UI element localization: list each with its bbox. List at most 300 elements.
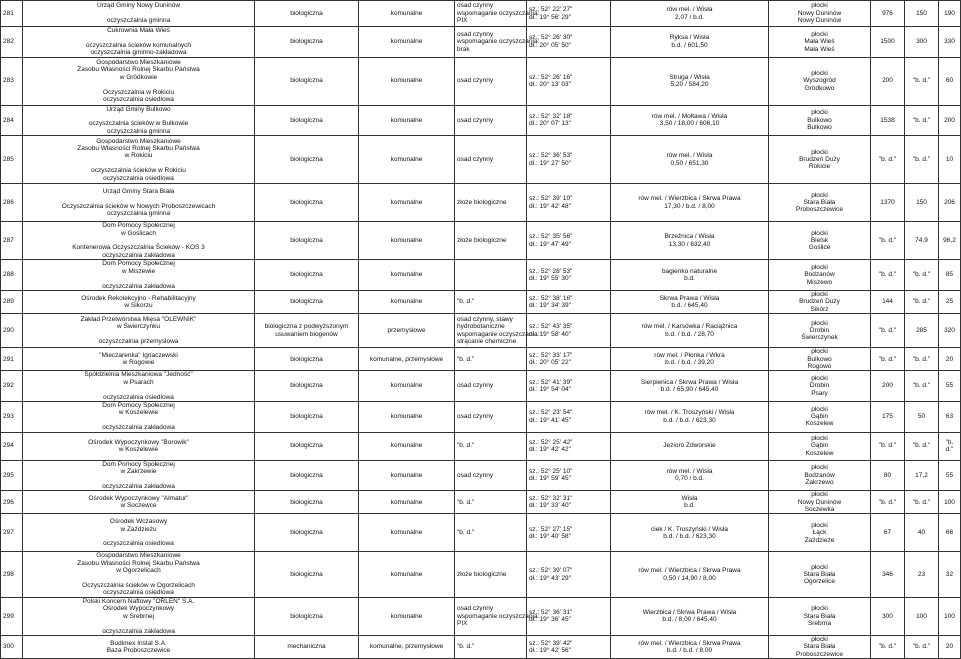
facility-name-line: "Mieczarenka" Ignaczewski xyxy=(99,351,178,359)
facility-name xyxy=(23,57,255,105)
facility-name-line: Oczyszczalnia w Rokiciu xyxy=(102,88,175,96)
coordinates xyxy=(527,635,611,658)
receiver xyxy=(611,105,769,136)
facility-name-line: w Miszewie xyxy=(121,267,156,275)
location xyxy=(769,514,871,552)
treatment-type: biologiczna xyxy=(255,57,359,105)
facility-name-line: oczyszczalnia osiedlowa xyxy=(103,540,174,548)
row-number: 299 xyxy=(1,597,23,635)
receiver-line: b.d. / b.d. / 39,20 xyxy=(665,359,714,367)
facility-name-line xyxy=(25,575,252,582)
coordinates-line: dł.: 19° 36' 45" xyxy=(529,616,571,624)
sludge-method-line: osad czynny xyxy=(457,605,494,613)
table-body xyxy=(1,1,961,659)
location xyxy=(769,57,871,105)
sludge-method-line: "b. d." xyxy=(457,643,475,651)
value-b: 55 xyxy=(939,460,961,491)
facility-name-line: oczyszczalnia ścieków komunalnych xyxy=(85,41,192,49)
location xyxy=(769,290,871,313)
location-line: płocki xyxy=(811,2,828,10)
sewage-type: komunalne xyxy=(359,432,455,460)
row-number: 281 xyxy=(1,1,23,27)
coordinates-line: dł.: 20° 05' 22" xyxy=(529,359,571,367)
location-line: Bodzanów xyxy=(804,471,835,479)
value-b: 66 xyxy=(939,514,961,552)
facility-name xyxy=(23,552,255,597)
value-b: 25 xyxy=(939,290,961,313)
facility-name xyxy=(23,432,255,460)
capacity-q: 200 xyxy=(871,57,905,105)
sewage-type: komunalne xyxy=(359,371,455,402)
receiver-line: rów mel. / Wierzbica / Skrwa Prawa xyxy=(638,567,741,575)
sludge-method xyxy=(455,314,540,348)
location-line: płocki xyxy=(811,405,828,413)
location-line: Bodzanów xyxy=(804,271,835,279)
sludge-method-line: osad czynny xyxy=(457,30,494,38)
treatment-type: biologiczna xyxy=(255,597,359,635)
coordinates-line: sz.: 52° 36' 53" xyxy=(529,152,573,160)
table-row xyxy=(1,371,961,402)
location xyxy=(769,371,871,402)
value-b: 190 xyxy=(939,1,961,27)
sludge-method xyxy=(455,290,527,313)
sludge-method xyxy=(455,136,527,184)
table-row xyxy=(1,57,961,105)
receiver-line: Sierpienica / Skrwa Prawa / Wisła xyxy=(640,378,739,386)
receiver-line: rów mel. / Wierzbica / Skrwa Prawa xyxy=(638,639,741,647)
facility-name-line: oczyszczalnia gminna xyxy=(106,127,171,135)
sewage-type: komunalne xyxy=(359,552,455,597)
receiver xyxy=(611,1,769,27)
facility-name-line: Urząd Gminy Nowy Duninów xyxy=(96,2,181,10)
facility-name-line: Dom Pomocy Społecznej xyxy=(102,222,175,230)
receiver-line: b.d. / b.d. / 28,70 xyxy=(665,330,714,338)
facility-name-line xyxy=(25,10,252,17)
capacity-q: 175 xyxy=(871,401,905,432)
location-line: Stara Biała xyxy=(803,199,836,207)
value-b: 320 xyxy=(939,314,961,348)
location xyxy=(769,184,871,222)
coordinates-line: sz.: 52° 36' 31" xyxy=(529,608,573,616)
value-a: "b. d." xyxy=(905,57,939,105)
location-line: Mała Wieś xyxy=(804,45,835,53)
sludge-method xyxy=(455,597,540,635)
coordinates-line: sz.: 52° 32' 31" xyxy=(529,494,573,502)
facility-name xyxy=(23,371,255,402)
table-row xyxy=(1,401,961,432)
coordinates-line: sz.: 52° 27' 15" xyxy=(529,525,573,533)
facility-name-line: w Koszelewie xyxy=(118,446,159,454)
location-line: Łąck xyxy=(812,529,827,537)
facility-name xyxy=(23,184,255,222)
treatment-type: biologiczna xyxy=(255,260,359,291)
location-line: Mała Wieś xyxy=(804,38,835,46)
location-line: Zaździeże xyxy=(804,536,835,544)
sludge-method xyxy=(455,432,527,460)
facility-name-line: oczyszczalnia zakładowa xyxy=(102,251,175,259)
facility-name-line: oczyszczalnia przemysłowa xyxy=(98,338,179,346)
coordinates-line: dł.: 19° 59' 45" xyxy=(529,475,571,483)
sewage-type: komunalne, przemysłowe xyxy=(359,635,455,658)
facility-name-line: w Sikorzu xyxy=(124,302,153,310)
sewage-type: komunalne xyxy=(359,260,455,291)
receiver xyxy=(611,314,769,348)
coordinates xyxy=(527,401,611,432)
coordinates-line: dł.: 20° 05' 50" xyxy=(529,41,571,49)
facility-name-line: Oczyszczalnia ścieków w Ogorzelicach xyxy=(82,582,195,590)
table-row xyxy=(1,1,961,27)
coordinates xyxy=(527,27,611,58)
location-line: Stara Biała xyxy=(803,570,836,578)
location-line: płocki xyxy=(811,148,828,156)
sludge-method xyxy=(455,635,527,658)
location-line: Nowy Duninów xyxy=(797,17,842,25)
receiver xyxy=(611,27,769,58)
sewage-type: komunalne xyxy=(359,136,455,184)
receiver-line: rów mel. / Wierzbica / Skrwa Prawa xyxy=(638,195,741,203)
receiver-line: Brzeźnica / Wisła xyxy=(664,233,715,241)
location-line: płocki xyxy=(811,109,828,117)
facility-name-line: oczyszczalnia zakładowa xyxy=(102,482,175,490)
value-b: 200 xyxy=(939,105,961,136)
sludge-method-line: PIX xyxy=(457,17,468,25)
value-a: "b. d." xyxy=(905,432,939,460)
location xyxy=(769,136,871,184)
sludge-method-line: "b. d." xyxy=(457,442,475,450)
coordinates xyxy=(527,184,611,222)
receiver xyxy=(611,552,769,597)
receiver-line: b.d. xyxy=(684,275,695,283)
value-b: 96,2 xyxy=(939,222,961,260)
row-number: 295 xyxy=(1,460,23,491)
receiver xyxy=(611,260,769,291)
coordinates-line: dł.: 19° 56' 29" xyxy=(529,13,571,21)
location-line: Soczewka xyxy=(804,506,835,514)
sludge-method xyxy=(455,27,540,58)
treatment-type: biologiczna xyxy=(255,348,359,371)
treatment-type: biologiczna xyxy=(255,432,359,460)
location-line: Psary xyxy=(811,389,828,397)
row-number: 287 xyxy=(1,222,23,260)
coordinates-line: sz.: 52° 33' 17" xyxy=(529,351,573,359)
facility-name xyxy=(23,514,255,552)
row-number: 300 xyxy=(1,635,23,658)
facility-name-line xyxy=(25,533,252,540)
receiver-line: Skrwa Prawa / Wisła xyxy=(659,294,720,302)
coordinates xyxy=(527,552,611,597)
facility-name-line: oczyszczalnia osiedlowa xyxy=(103,95,174,103)
coordinates xyxy=(527,371,611,402)
table-row xyxy=(1,105,961,136)
sludge-method-line: osad czynny xyxy=(457,77,494,85)
facility-name-line: oczyszczalnia osiedlowa xyxy=(103,589,174,597)
facility-name-line: w Goślicach xyxy=(120,229,157,237)
value-b: 32 xyxy=(939,552,961,597)
receiver xyxy=(611,460,769,491)
sludge-method-line: osad czynny xyxy=(457,116,494,124)
treatment-type: biologiczna xyxy=(255,136,359,184)
treatment-type: biologiczna xyxy=(255,105,359,136)
location-line: płocki xyxy=(811,521,828,529)
table-row xyxy=(1,314,961,348)
value-a: "b. d." xyxy=(905,348,939,371)
facility-name-line: w Zaździeżu xyxy=(120,525,157,533)
facility-name-line: Urząd Gminy Stara Biała xyxy=(102,187,175,195)
receiver-line: rów mel. / Mołtawa / Wisła xyxy=(651,113,728,121)
receiver-line: b.d. / 65,90 / 645,40 xyxy=(660,386,719,394)
location-line: płocki xyxy=(811,563,828,571)
location-line: Gąbin xyxy=(810,413,829,421)
sludge-method-line: "b. d." xyxy=(457,298,475,306)
coordinates-line: dł.: 19° 54' 04" xyxy=(529,386,571,394)
location xyxy=(769,222,871,260)
location-line: płocki xyxy=(811,191,828,199)
value-a: 50 xyxy=(905,401,939,432)
facility-name-line: Kontenerowa Oczyszczalnia Ścieków - KOS 3 xyxy=(72,244,205,252)
receiver-line: b.d. xyxy=(684,502,695,510)
facility-name-line: oczyszczalnia osiedlowa xyxy=(103,393,174,401)
facility-name-line: w Zakrzewie xyxy=(120,468,157,475)
value-b: 206 xyxy=(939,184,961,222)
receiver-line: Wisła xyxy=(681,494,698,502)
sludge-method-line: osad czynny xyxy=(457,2,494,10)
capacity-q: 144 xyxy=(871,290,905,313)
facility-name-line: w Srebrnej xyxy=(122,612,155,620)
receiver xyxy=(611,57,769,105)
facility-name-line: oczyszczalnia zakładowa xyxy=(102,424,175,432)
row-number: 292 xyxy=(1,371,23,402)
coordinates-line: sz.: 52° 28' 53" xyxy=(529,267,573,275)
facility-name-line: Gospodarstwo Mieszkaniowe xyxy=(96,552,181,560)
row-number: 285 xyxy=(1,136,23,184)
table-row xyxy=(1,597,961,635)
facility-name-line: oczyszczalnia ścieków w Rokiciu xyxy=(91,167,186,175)
capacity-q: "b. d." xyxy=(871,348,905,371)
location-line: Rokicie xyxy=(808,163,831,171)
coordinates xyxy=(527,514,611,552)
facility-name xyxy=(23,222,255,260)
receiver-line: 0,70 / b.d. xyxy=(675,475,704,483)
facility-name-line: Ośrodek Rekolekcyjno - Rehabilitacyjny xyxy=(81,294,196,302)
sewage-type: komunalne xyxy=(359,57,455,105)
location-line: płocki xyxy=(811,434,828,442)
location-line: płocki xyxy=(811,348,828,356)
receiver xyxy=(611,514,769,552)
capacity-q: 1370 xyxy=(871,184,905,222)
facility-name-line: Cukrownia Mała Wieś xyxy=(107,27,170,34)
receiver xyxy=(611,597,769,635)
row-number: 291 xyxy=(1,348,23,371)
receiver-line: 0,50 / 651,30 xyxy=(670,159,709,167)
sludge-method-line: strącanie chemiczne xyxy=(457,338,517,346)
treatment-type: biologiczna xyxy=(255,491,359,514)
sludge-method xyxy=(455,105,527,136)
coordinates-line: sz.: 52° 39' 42" xyxy=(529,639,573,647)
facility-name xyxy=(23,105,255,136)
capacity-q: 346 xyxy=(871,552,905,597)
sludge-method xyxy=(455,491,527,514)
location-line: Ogorzelice xyxy=(803,578,836,586)
row-number: 289 xyxy=(1,290,23,313)
receiver xyxy=(611,136,769,184)
coordinates-line: dł.: 19° 33' 40" xyxy=(529,502,571,510)
sludge-method xyxy=(455,460,527,491)
location-line: Wyszogród xyxy=(803,77,836,85)
table-row xyxy=(1,460,961,491)
treatment-type: biologiczna xyxy=(255,460,359,491)
location xyxy=(769,314,871,348)
facility-name-line: w Psarach xyxy=(123,378,154,386)
location-line: Bulkowo xyxy=(807,116,832,124)
sludge-method xyxy=(455,371,527,402)
row-number: 294 xyxy=(1,432,23,460)
treatment-type: biologiczna xyxy=(255,1,359,27)
receiver-line: b.d. / b.d. / 623,30 xyxy=(663,416,716,424)
value-b: 63 xyxy=(939,401,961,432)
facility-name-line xyxy=(25,620,252,627)
location-line: Proboszczewice xyxy=(796,650,843,658)
receiver-line: 13,30 / 632,40 xyxy=(668,240,711,248)
coordinates-line: sz.: 52° 26' 30" xyxy=(529,34,573,42)
facility-name-line: Budimex Instal S.A. xyxy=(110,639,167,647)
location-line: płocki xyxy=(811,375,828,383)
location xyxy=(769,432,871,460)
coordinates xyxy=(527,314,611,348)
sewage-type: komunalne xyxy=(359,460,455,491)
value-a: 23 xyxy=(905,552,939,597)
receiver-line: ciek / K. Troszyński / Wisła xyxy=(651,525,728,533)
sludge-method-line: "b. d." xyxy=(457,529,475,537)
sludge-method xyxy=(455,184,527,222)
sewage-type: przemysłowe xyxy=(359,314,455,348)
facility-name-line xyxy=(25,113,252,120)
sludge-method-line: osad czynny xyxy=(457,471,494,479)
location xyxy=(769,491,871,514)
facility-name-line: Ośrodek Wypoczynkowy "Borowik" xyxy=(88,438,189,446)
coordinates-line: dł.: 19° 58' 40" xyxy=(529,330,571,338)
coordinates-line: dł.: 19° 42' 42" xyxy=(529,446,571,454)
facility-name-line: oczyszczalnia zakładowa xyxy=(102,627,175,635)
table-row xyxy=(1,514,961,552)
facility-name-line: Dom Pomocy Społecznej xyxy=(102,460,175,468)
coordinates xyxy=(527,491,611,514)
facility-name-line xyxy=(25,417,252,424)
receiver-line: Wierzbica / Skrwa Prawa / Wisła xyxy=(642,608,737,616)
location-line: Gródkowo xyxy=(804,84,835,92)
coordinates-line: dł.: 19° 47' 49" xyxy=(529,240,571,248)
value-a: 40 xyxy=(905,514,939,552)
sludge-method-line: osad czynny xyxy=(457,156,494,164)
capacity-q: "b. d." xyxy=(871,432,905,460)
facility-name-line: oczyszczalnia ścieków w Bulkowie xyxy=(88,120,189,128)
facility-name-line xyxy=(25,386,252,393)
coordinates-line: dł.: 19° 27' 50" xyxy=(529,159,571,167)
coordinates xyxy=(527,597,611,635)
capacity-q: 200 xyxy=(871,371,905,402)
facility-name-line: w Gródkowie xyxy=(119,73,158,81)
coordinates xyxy=(527,432,611,460)
sewage-type: komunalne xyxy=(359,401,455,432)
capacity-q: 80 xyxy=(871,460,905,491)
treatment-type: biologiczna xyxy=(255,552,359,597)
location xyxy=(769,260,871,291)
row-number: 293 xyxy=(1,401,23,432)
coordinates-line: sz.: 52° 22' 27" xyxy=(529,6,573,14)
facility-name-line xyxy=(25,275,252,282)
receiver-line: rów mel. / Wisła xyxy=(666,152,713,160)
value-b: 20 xyxy=(939,348,961,371)
facility-name-line: oczyszczalnia gminna xyxy=(106,210,171,218)
table-row xyxy=(1,222,961,260)
coordinates-line: sz.: 52° 38' 16" xyxy=(529,294,573,302)
value-a: "b. d." xyxy=(905,290,939,313)
coordinates xyxy=(527,136,611,184)
facility-name-line: w Świerczynku xyxy=(117,323,160,331)
treatment-type: biologiczna xyxy=(255,371,359,402)
sewage-type: komunalne xyxy=(359,597,455,635)
location-line: Proboszczewice xyxy=(796,206,843,214)
facility-name xyxy=(23,290,255,313)
facility-name-line: oczyszczalnia gminno-zakładowa xyxy=(90,49,187,57)
facility-name xyxy=(23,1,255,27)
table-row xyxy=(1,552,961,597)
location xyxy=(769,597,871,635)
location-line: płocki xyxy=(811,464,828,472)
coordinates-line: sz.: 52° 32' 18" xyxy=(529,113,573,121)
value-b: 100 xyxy=(939,597,961,635)
facility-name-line: Ośrodek Wypoczynkowy xyxy=(102,605,175,613)
receiver-line: Jezioro Zdworskie xyxy=(663,442,716,450)
facility-name-line: w Koszelewie xyxy=(118,409,159,417)
location-line: Brudzeń Duży xyxy=(799,298,840,306)
location-line: Koszelew xyxy=(805,420,834,428)
row-number: 282 xyxy=(1,27,23,58)
facility-name-line: Dom Pomocy Społecznej xyxy=(102,401,175,409)
value-b: 20 xyxy=(939,635,961,658)
sludge-method-line: wspomaganie oczyszczania: xyxy=(457,38,540,46)
treatment-type: biologiczna xyxy=(255,184,359,222)
sewage-type: komunalne xyxy=(359,222,455,260)
sewage-type: komunalne xyxy=(359,491,455,514)
sludge-method-line: wspomaganie oczyszczania: xyxy=(457,9,540,17)
sludge-method xyxy=(455,348,527,371)
facility-name-line: Polski Koncern Naftowy "ORLEN" S.A. xyxy=(82,597,195,605)
capacity-q: 1538 xyxy=(871,105,905,136)
facility-name-line: Zakład Przetwórstwa Mięsa "OLEWNIK" xyxy=(80,315,197,323)
treatment-type: biologiczna xyxy=(255,222,359,260)
treatment-type: biologiczna xyxy=(255,514,359,552)
location xyxy=(769,1,871,27)
coordinates xyxy=(527,222,611,260)
facility-name-line: oczyszczalnia zakładowa xyxy=(102,282,175,290)
sewage-type: komunalne, przemysłowe xyxy=(359,348,455,371)
coordinates-line: sz.: 52° 25' 10" xyxy=(529,468,573,475)
facility-name xyxy=(23,260,255,291)
capacity-q: 67 xyxy=(871,514,905,552)
value-b: 85 xyxy=(939,260,961,291)
value-a: "b. d." xyxy=(905,136,939,184)
sewage-type: komunalne xyxy=(359,514,455,552)
receiver xyxy=(611,371,769,402)
sludge-method-line: osad czynny xyxy=(457,413,494,421)
facility-name-line xyxy=(25,34,252,41)
row-number: 290 xyxy=(1,314,23,348)
receiver-line: Ryksa / Wisła xyxy=(669,34,710,42)
coordinates xyxy=(527,57,611,105)
facility-name-line: Baza Proboszczewice xyxy=(106,647,171,655)
receiver-line: 17,30 / b.d. / 8,00 xyxy=(664,202,715,210)
location-line: płocki xyxy=(811,491,828,499)
